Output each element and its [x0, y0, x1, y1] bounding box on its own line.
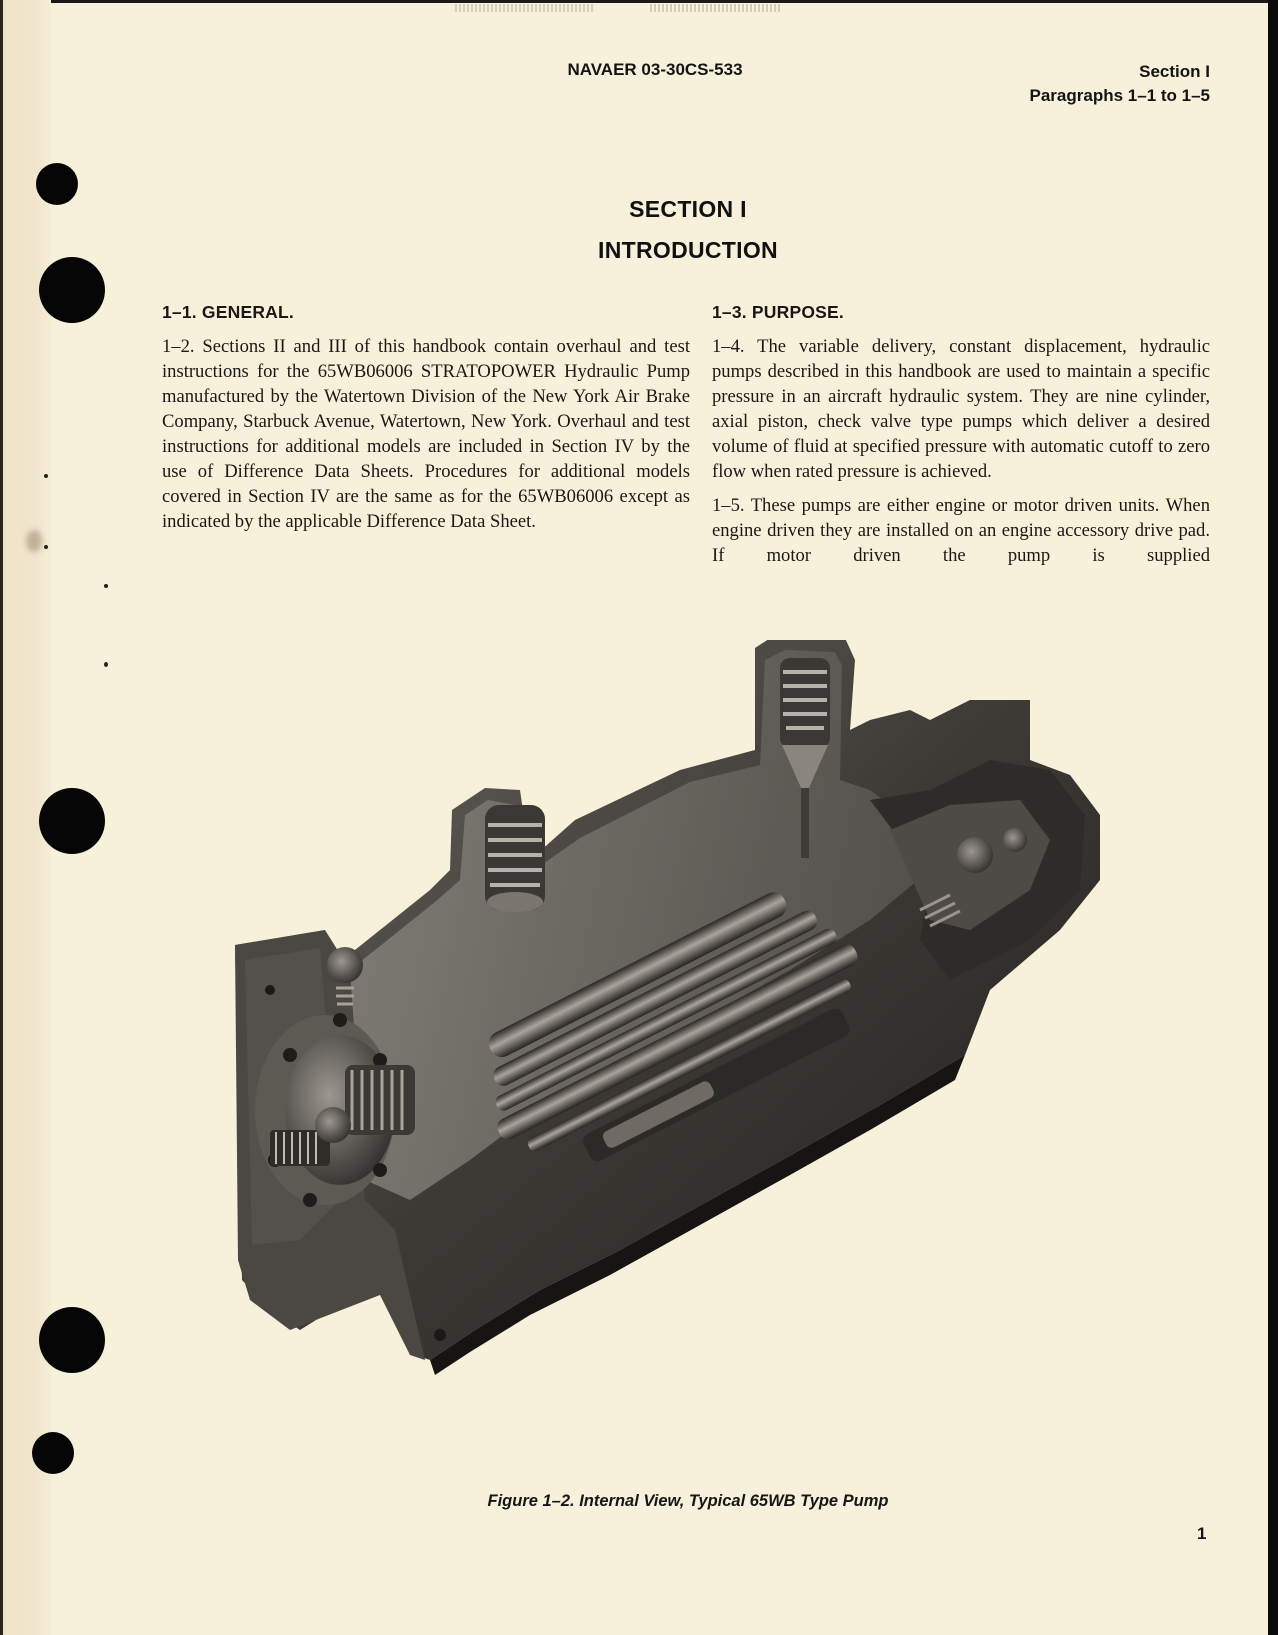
section-title: SECTION I	[629, 196, 747, 222]
paragraph-1-2: 1–2. Sections II and III of this handbook contain overhaul and test instructions for the 65WB06006 STRATOPOWER Hydraulic Pump manufactured by the Watertown Division of the New York Air Brake Company, Starbuck Avenue, Watertown, New York. Overhaul and test instructions for additional models are included in Section IV by the use of Difference Data Sheets. Procedures for additional models covered in Section IV are the same as for the 65WB06006 except as indicated by the applicable Difference Data Sheet.	[162, 336, 690, 532]
speck	[104, 584, 108, 588]
paragraph-1-4: 1–4. The variable delivery, constant displacement, hydraulic pumps described in this handbook are used to maintain a specific pressure in an aircraft hydraulic system. They are nine cylinder, axial piston, check valve type pumps which deliver a desired volume of fluid at specified pressure with automatic cutoff to zero flow when rated pressure is achieved.	[712, 336, 1210, 482]
figure-caption: Figure 1–2. Internal View, Typical 65WB Type Pump	[487, 1492, 889, 1510]
running-head	[1030, 60, 1210, 108]
scan-edge-top	[0, 0, 1278, 3]
paragraph-heading-purpose: 1–3. PURPOSE.	[712, 302, 844, 322]
speck	[104, 662, 108, 667]
binder-hole	[32, 1432, 74, 1474]
chapter-title: INTRODUCTION	[598, 237, 778, 263]
bleed-through-text	[455, 4, 595, 12]
paragraph-heading-general: 1–1. GENERAL.	[162, 302, 294, 322]
speck	[44, 545, 48, 549]
bleed-through-text	[650, 4, 780, 12]
right-column	[712, 300, 1210, 577]
document-number: NAVAER 03-30CS-533	[567, 60, 743, 79]
binder-hole	[39, 1307, 105, 1373]
inlet-port-threads	[485, 805, 545, 912]
speck	[44, 474, 48, 478]
section-reference: Section I	[1139, 62, 1210, 81]
hydraulic-pump-icon	[230, 640, 1150, 1410]
paragraph-1-5: 1–5. These pumps are either engine or motor driven units. When engine driven they are installed on an engine accessory drive pad. If motor driven the pump is supplied	[712, 495, 1210, 566]
left-column	[162, 300, 690, 543]
binder-hole	[39, 257, 105, 323]
smudge	[26, 530, 42, 552]
page-number: 1	[1197, 1524, 1207, 1543]
paragraph-reference: Paragraphs 1–1 to 1–5	[1029, 86, 1210, 105]
binder-hole	[39, 788, 105, 854]
pump-cutaway-illustration	[230, 640, 1150, 1410]
